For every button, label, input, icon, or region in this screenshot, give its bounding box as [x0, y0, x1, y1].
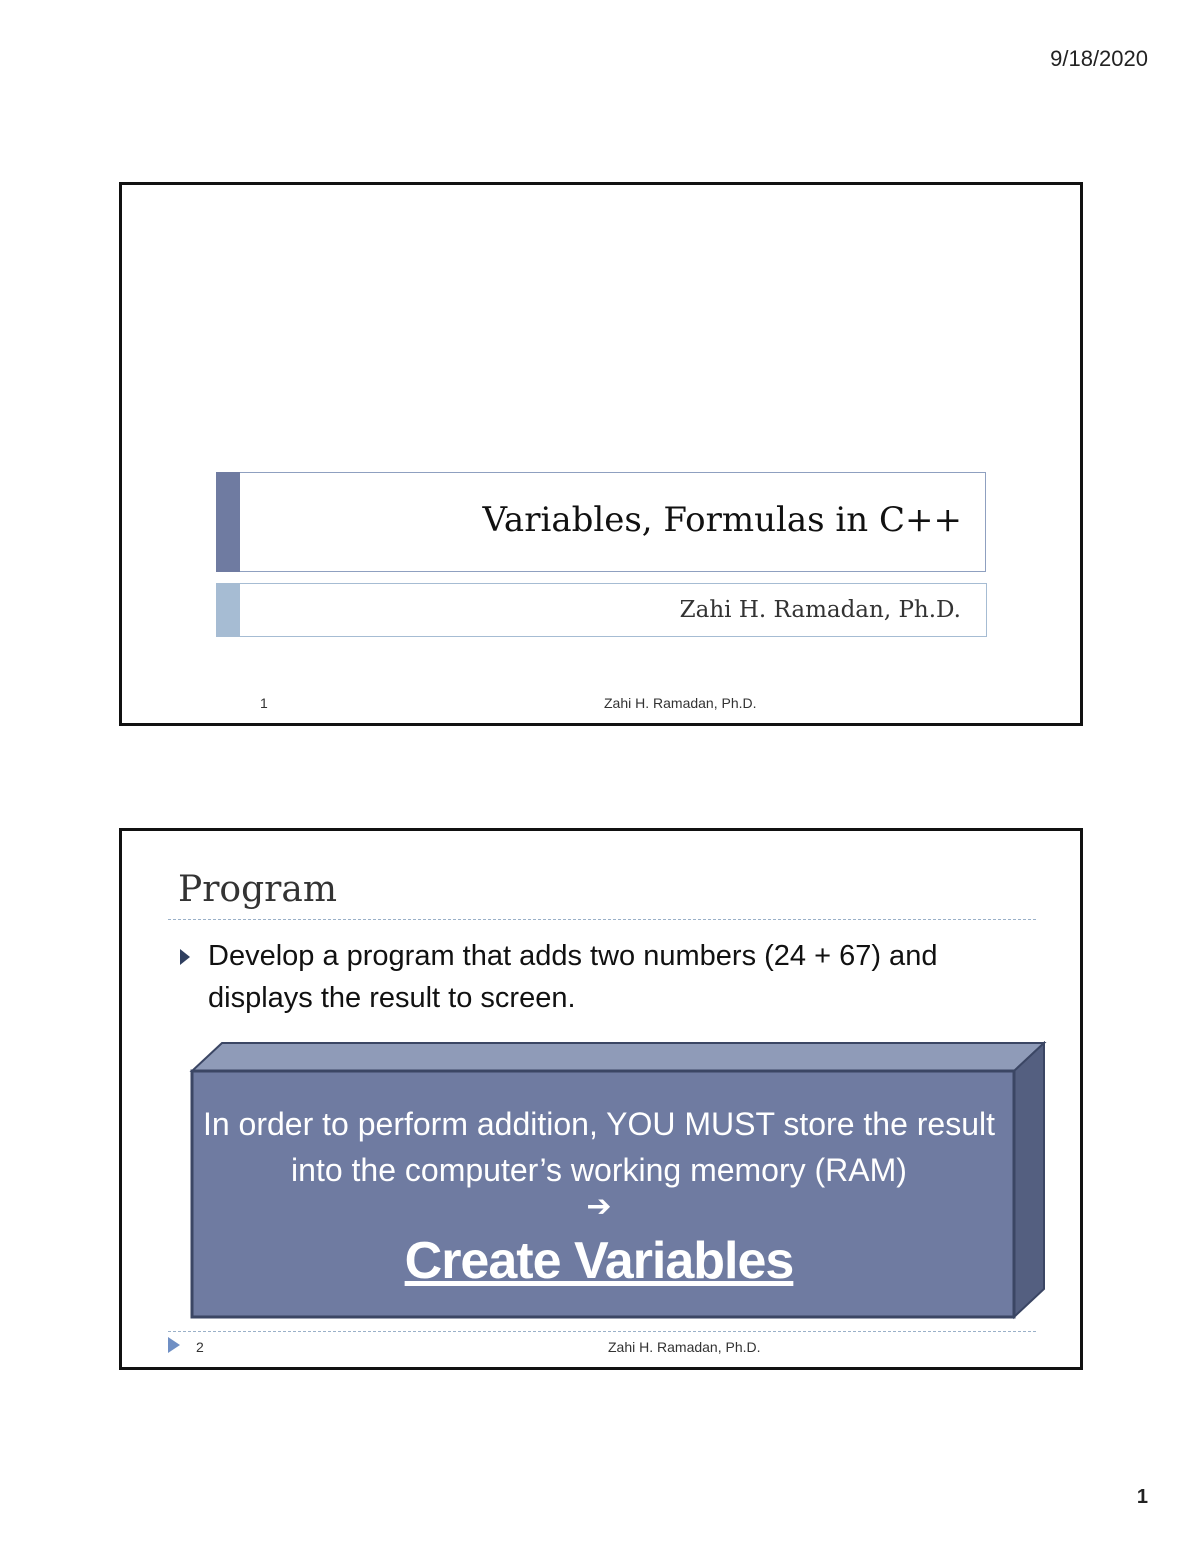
callout-text: In order to perform addition, YOU MUST store the result into the computer’s working memory (RAM): [202, 1106, 996, 1188]
slide-number: 2: [196, 1339, 204, 1355]
page-number: 1: [1136, 1486, 1148, 1508]
title-divider: [168, 919, 1036, 920]
slide-subtitle: Zahi H. Ramadan, Ph.D.: [679, 597, 961, 623]
slide-number: 1: [260, 695, 268, 711]
footer-author: Zahi H. Ramadan, Ph.D.: [604, 695, 757, 711]
slide-1: [119, 182, 1083, 726]
footer-divider: [168, 1331, 1036, 1332]
subtitle-band: [216, 583, 987, 637]
subtitle-accent-bar: [216, 583, 240, 637]
title-band: [216, 472, 986, 572]
bullet-arrow-icon: [180, 949, 190, 965]
slide-title: Variables, Formulas in C++: [482, 500, 962, 540]
right-arrow-icon: ➔: [586, 1190, 612, 1223]
footer-triangle-icon: [168, 1337, 180, 1353]
callout-emphasis: Create Variables: [404, 1232, 794, 1290]
bullet-item: Develop a program that adds two numbers (24 + 67) and displays the result to screen.: [208, 940, 938, 1014]
footer-author: Zahi H. Ramadan, Ph.D.: [608, 1339, 761, 1355]
slide-title: Program: [178, 869, 337, 910]
title-accent-bar: [216, 472, 240, 572]
slide-2: [119, 828, 1083, 1370]
callout-box: [188, 1041, 1048, 1321]
page-date: 9/18/2020: [1050, 46, 1148, 71]
